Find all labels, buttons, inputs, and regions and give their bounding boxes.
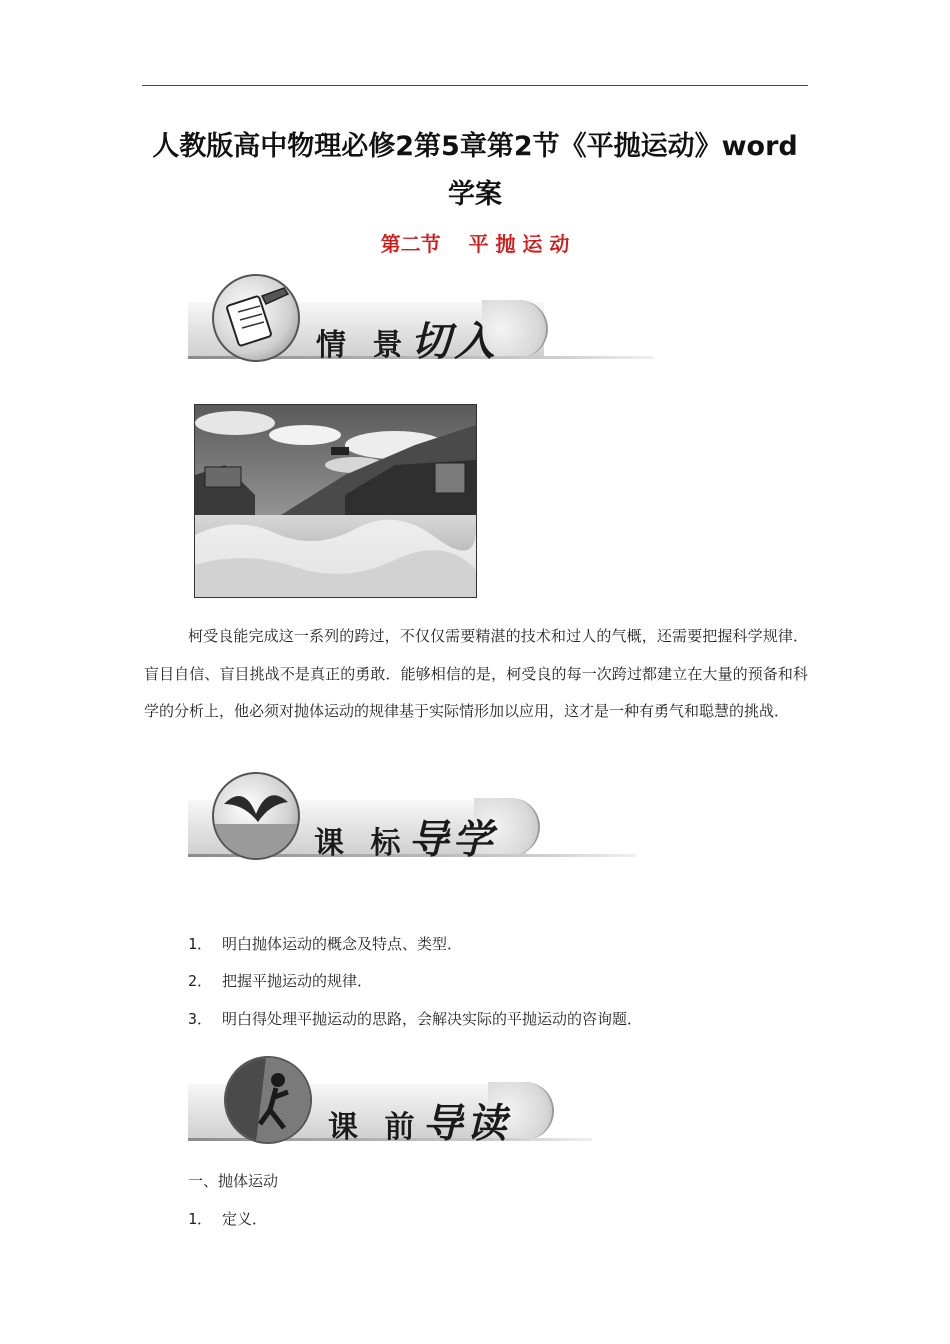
document-title-line2: 学案 — [448, 179, 502, 210]
objective-item — [188, 933, 462, 954]
item-text: 定义． — [222, 1210, 268, 1228]
section-heading: 一、抛体运动 — [188, 1172, 279, 1190]
scenario-banner — [188, 272, 654, 364]
notebook-pen-icon — [212, 274, 300, 362]
objective-number: 1． — [188, 935, 213, 953]
objective-item — [188, 1008, 642, 1029]
objective-number: 2． — [188, 972, 213, 990]
document-title: 人教版高中物理必修2第5章第2节《平抛运动》word — [152, 131, 798, 162]
objective-text: 明白抛体运动的概念及特点、类型． — [222, 935, 463, 953]
section-subtitle: 第二节 平 抛 运 动 — [380, 232, 570, 256]
objective-text: 明白得处理平抛运动的思路，会解决实际的平抛运动的咨询题． — [222, 1010, 643, 1028]
objectives-banner — [188, 770, 636, 862]
bird-icon — [212, 772, 300, 860]
banner-label-small: 课 前 — [328, 1110, 423, 1145]
item-number: 1． — [188, 1210, 213, 1228]
banner-label-big: 导学 — [408, 816, 497, 863]
preview-banner — [188, 1054, 592, 1146]
objective-number: 3． — [188, 1010, 213, 1028]
objective-text: 把握平抛运动的规律． — [222, 972, 373, 990]
list-item — [188, 1208, 267, 1229]
banner-label-small: 情 景 — [316, 328, 411, 363]
objective-item — [188, 970, 372, 991]
intro-paragraph: 柯受良能完成这一系列的跨过，不仅仅需要精湛的技术和过人的气概，还需要把握科学规律．盲目自信、盲目挑战不是真正的勇敢．能够相信的是，柯受良的每一次跨过都建立在大量的预备和科学的分析上，他必须对抛体运动的规律基于实际情形加以应用，这才是一种有勇气和聪慧的挑战． — [144, 627, 808, 720]
banner-label-big: 切入 — [410, 318, 499, 365]
climber-icon — [224, 1056, 312, 1144]
banner-label-small: 课 标 — [314, 826, 409, 861]
banner-label-big: 导读 — [422, 1100, 511, 1147]
waterfall-jump-photo — [194, 404, 477, 598]
header-rule — [142, 85, 808, 86]
